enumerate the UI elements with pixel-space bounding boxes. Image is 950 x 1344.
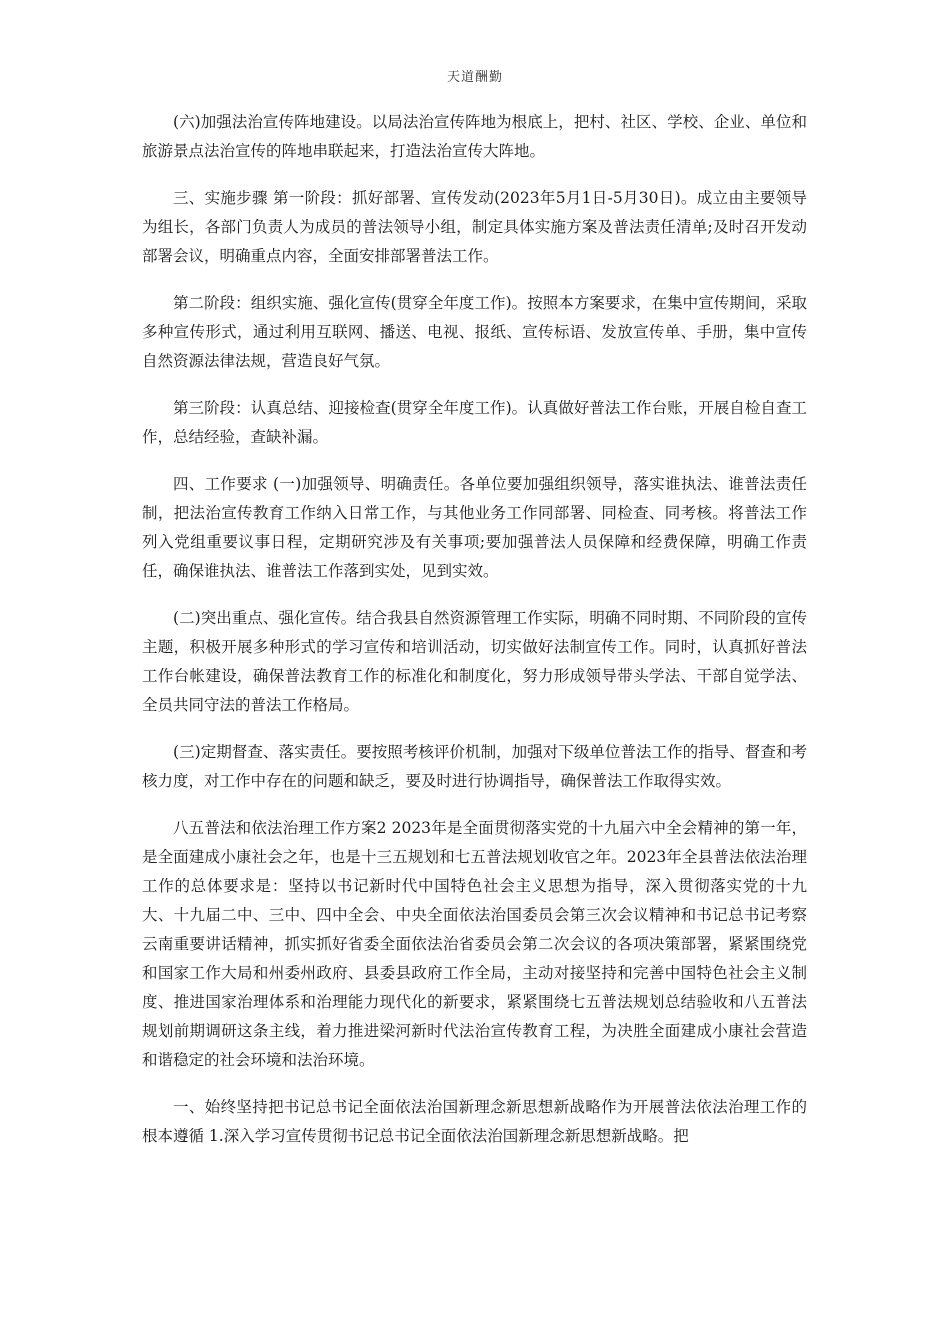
paragraph: 八五普法和依法治理工作方案2 2023年是全面贯彻落实党的十九届六中全会精神的第一年，是全面建成小康社会之年，也是十三五规划和七五普法规划收官之年。2023年全县普法依法治理工作的总体要求是：坚持以书记新时代中国特色社会主义思想为指导，深入贯彻落实党的十九大、十九届二中、三中、四中全会、中央全面依法治国委员会第三次会议精神和书记总书记考察云南重要讲话精神，抓实抓好省委全面依法治省委员会第二次会议的各项决策部署，紧紧围绕党和国家工作大局和州委州政府、县委县政府工作全局，主动对接坚持和完善中国特色社会主义制度、推进国家治理体系和治理能力现代化的新要求，紧紧围绕七五普法规划总结验收和八五普法规划前期调研这条主线，着力推进梁河新时代法治宣传教育工程，为决胜全面建成小康社会营造和谐稳定的社会环境和法治环境。 — [142, 819, 807, 1069]
paragraph: (六)加强法治宣传阵地建设。以局法治宣传阵地为根底上，把村、社区、学校、企业、单位和旅游景点法治宣传的阵地串联起来，打造法治宣传大阵地。 — [142, 113, 807, 160]
paragraph: 第三阶段：认真总结、迎接检查(贯穿全年度工作)。认真做好普法工作台账，开展自检自查工作，总结经验，查缺补漏。 — [142, 399, 807, 446]
paragraph: (三)定期督查、落实责任。要按照考核评价机制，加强对下级单位普法工作的指导、督查和考核力度，对工作中存在的问题和缺乏，要及时进行协调指导，确保普法工作取得实效。 — [142, 743, 807, 790]
page-header: 天道酬勤 — [446, 70, 503, 85]
paragraph: 三、实施步骤 第一阶段：抓好部署、宣传发动(2023年5月1日-5月30日)。成立由主要领导为组长，各部门负责人为成员的普法领导小组，制定具体实施方案及普法责任清单;及时召开发动部署会议，明确重点内容，全面安排部署普法工作。 — [142, 189, 807, 265]
paragraph: 第二阶段：组织实施、强化宣传(贯穿全年度工作)。按照本方案要求，在集中宣传期间，采取多种宣传形式，通过利用互联网、播送、电视、报纸、宣传标语、发放宣传单、手册，集中宣传自然资源法律法规，营造良好气氛。 — [142, 294, 807, 370]
document-body — [142, 108, 807, 1169]
paragraph: 一、始终坚持把书记总书记全面依法治国新理念新思想新战略作为开展普法依法治理工作的根本遵循 1.深入学习宣传贯彻书记总书记全面依法治国新理念新思想新战略。把 — [142, 1098, 807, 1145]
paragraph: (二)突出重点、强化宣传。结合我县自然资源管理工作实际，明确不同时期、不同阶段的宣传主题，积极开展多种形式的学习宣传和培训活动，切实做好法制宣传工作。同时，认真抓好普法工作台帐建设，确保普法教育工作的标准化和制度化，努力形成领导带头学法、干部自觉学法、全员共同守法的普法工作格局。 — [142, 609, 807, 714]
paragraph: 四、工作要求 (一)加强领导、明确责任。各单位要加强组织领导，落实谁执法、谁普法责任制，把法治宣传教育工作纳入日常工作，与其他业务工作同部署、同检查、同考核。将普法工作列入党组重要议事日程，定期研究涉及有关事项;要加强普法人员保障和经费保障，明确工作责任，确保谁执法、谁普法工作落到实处，见到实效。 — [142, 475, 807, 580]
